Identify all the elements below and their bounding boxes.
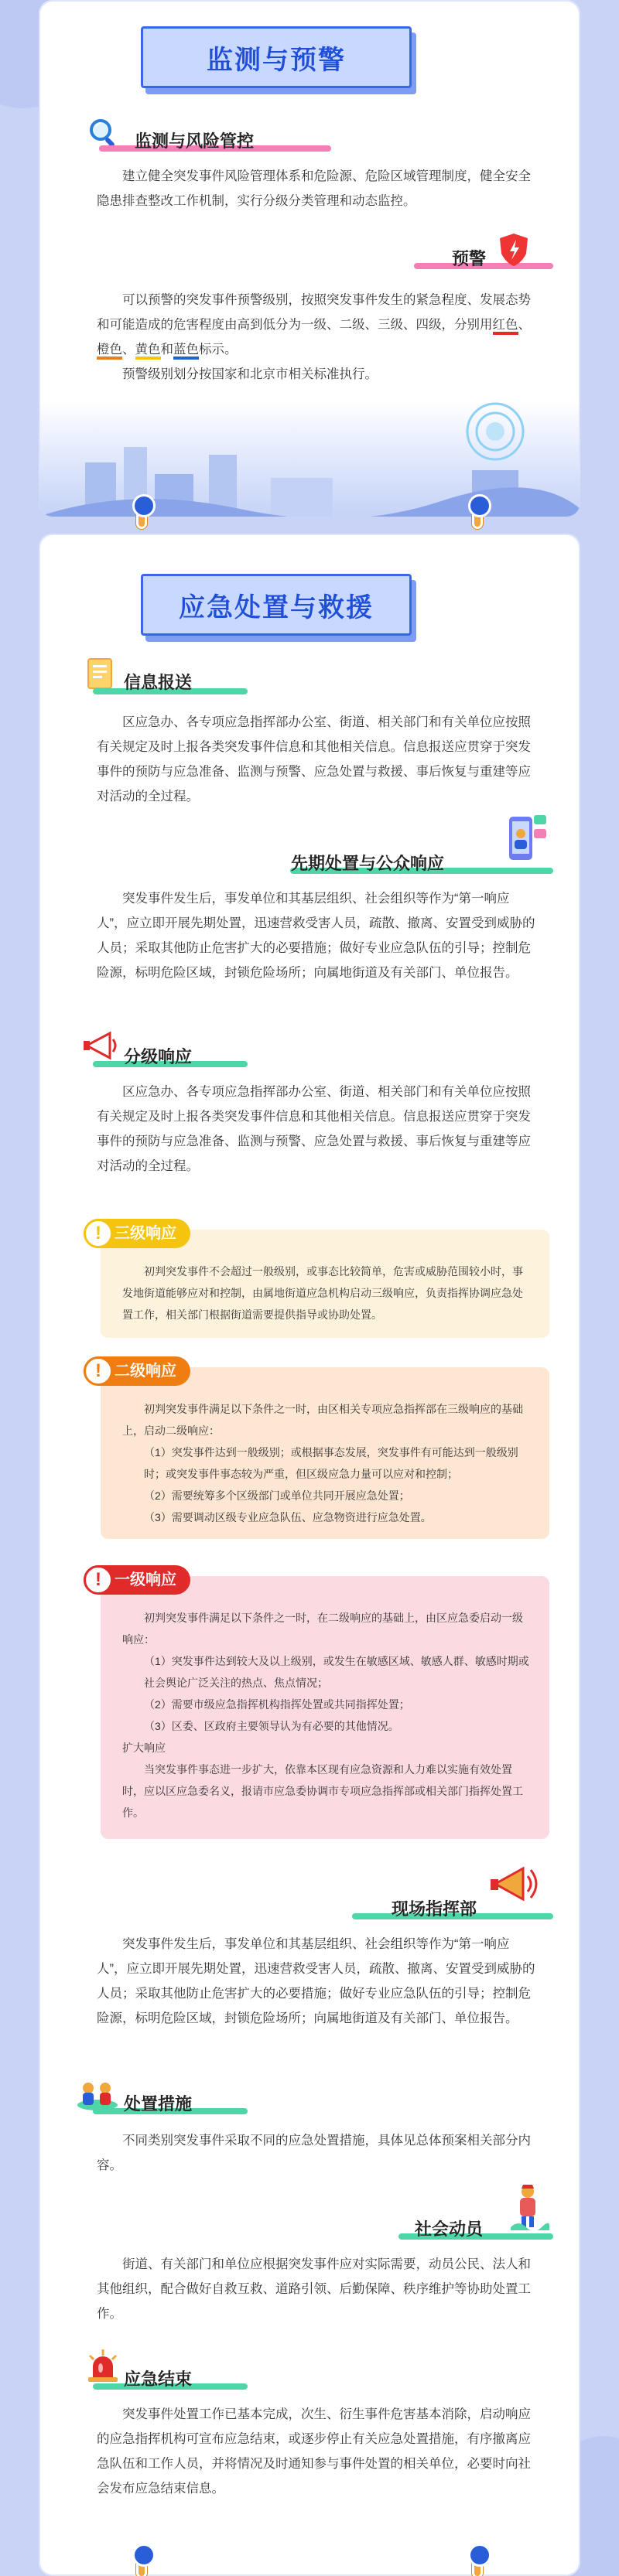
level1-item: （1）突发事件达到较大及以上级别，或发生在敏感区域、敏感人群、敏感时期或社会舆论广泛关注的热点、焦点情况；: [144, 1655, 529, 1689]
command-text: 突发事件发生后，事发单位和其基层组织、社会组织等作为“第一响应人”，应立即开展先期处置，迅速营救受害人员，疏散、撤离、安置受到威胁的人员；采取其他防止危害扩大的必要措施；做好专业应急队伍的引导；控制危险源，标明危险区域，封锁危险场所；向属地街道及有关部门、单位报告。: [97, 1937, 535, 2025]
level1-box: [95, 1569, 549, 1839]
monitor-text: 建立健全突发事件风险管理体系和危险源、危险区域管理制度，健全安全隐患排查整改工作机制，实行分级分类管理和动态监控。: [97, 169, 531, 208]
end-label: 应急结束: [124, 2370, 193, 2389]
end-text: 突发事件处置工作已基本完成，次生、衍生事件危害基本消除，启动响应的应急指挥机构可宣布应急结束，或逐步停止有关应急处置措施，有序撤离应急队伍和工作人员，并将情况及时通知参与事件处置的相关单位，必要时向社会发布应急结束信息。: [97, 2407, 531, 2496]
first-response-text: 突发事件发生后，事发单位和其基层组织、社会组织等作为“第一响应人”，应立即开展先期处置，迅速营救受害人员，疏散、撤离、安置受到威胁的人员；采取其他防止危害扩大的必要措施；做好专业应急队伍的引导；控制危险源，标明危险区域，封锁危险场所；向属地街道及有关部门、单位报告。: [97, 892, 535, 980]
measures-text: 不同类别突发事件采取不同的应急处置措施，具体见总体预案相关部分内容。: [97, 2134, 531, 2172]
level1-tag: [84, 1565, 190, 1595]
report-heading: [119, 670, 197, 695]
level2-item: （2）需要统筹多个区级部门或单位共同开展应急处置；: [144, 1489, 410, 1502]
binder-clip: [472, 2552, 483, 2576]
binder-clip: [136, 2552, 147, 2576]
siren-icon: [84, 2346, 122, 2389]
level3-tag: [84, 1219, 190, 1248]
color-red-label: 红色: [493, 318, 518, 335]
separator: 、: [122, 343, 135, 357]
measures-label: 处置措施: [124, 2094, 193, 2114]
monitoring-card: [39, 0, 580, 517]
warning-tail: 标示。: [199, 343, 238, 357]
level3-box: [95, 1223, 549, 1338]
end-heading: [119, 2366, 197, 2392]
loudspeaker-icon: [487, 1861, 542, 1911]
city-skyline-illustration: [39, 401, 580, 517]
expand-response-title: 扩大响应: [122, 1742, 166, 1754]
separator: 和: [160, 343, 173, 357]
level1-item: （3）区委、区政府主要领导认为有必要的其他情况。: [144, 1720, 399, 1732]
warning-standard-text: 预警级别划分按国家和北京市相关标准执行。: [122, 367, 378, 381]
measures-heading: [119, 2091, 197, 2117]
section-title-box: [145, 580, 416, 642]
phone-person-icon: [503, 812, 549, 870]
warning-label: 预警: [452, 249, 487, 268]
level2-item: （1）突发事件达到一般级别；或根据事态发展，突发事件有可能达到一般级别时；或突发事件事态较为严重，但区级应急力量可以应对和控制；: [144, 1446, 518, 1480]
monitor-label: 监测与风险管控: [135, 131, 255, 151]
warning-text: [97, 288, 538, 362]
first-response-label: 先期处置与公众响应: [291, 854, 445, 873]
report-label: 信息报送: [124, 673, 193, 692]
exclamation-icon: !: [84, 1356, 113, 1386]
exclamation-icon: !: [84, 1219, 113, 1248]
command-heading: [387, 1896, 481, 1922]
separator: 、: [518, 318, 531, 332]
color-yellow-label: 黄色: [135, 343, 161, 360]
command-label: 现场指挥部: [392, 1899, 477, 1919]
monitor-heading-text: [130, 128, 258, 154]
volunteer-icon: [511, 2182, 549, 2234]
mobilize-heading: [410, 2216, 487, 2242]
expand-response-text: 当突发事件事态进一步扩大，依靠本区现有应急资源和人力难以实施有效处置时，应以区应急委名义，报请市应急委协调市专项应急指挥部或相关部门指挥处置工作。: [122, 1763, 523, 1819]
level1-text: 初判突发事件满足以下条件之一时，在二级响应的基础上，由区应急委启动一级响应：: [122, 1612, 523, 1646]
level2-item: （3）需要调动区级专业应急队伍、应急物资进行应急处置。: [144, 1511, 432, 1523]
binder-clip: [472, 503, 483, 529]
level2-text: 初判突发事件满足以下条件之一时，由区相关专项应急指挥部在三级响应的基础上，启动二级响应：: [122, 1403, 523, 1437]
mobilize-text: 街道、有关部门和单位应根据突发事件应对实际需要，动员公民、法人和其他组织，配合做好自救互救、道路引领、后勤保障、秩序维护等协助处置工作。: [97, 2257, 531, 2321]
level3-text: 初判突发事件不会超过一般级别，或事态比较简单，危害或威胁范围较小时，事发地街道能够应对和控制，由属地街道应急机构启动三级响应，负责指挥协调应急处置工作，相关部门根据街道需要提供指导或协助处置。: [122, 1265, 523, 1321]
level1-tag-label: 一级响应: [115, 1571, 176, 1588]
emergency-response-card: [39, 534, 580, 2576]
section-title-box: [145, 32, 416, 94]
report-text: 区应急办、各专项应急指挥部办公室、街道、相关部门和有关单位应按照有关规定及时上报各类突发事件信息和其他相关信息。信息报送应贯穿于突发事件的预防与应急准备、监测与预警、应急处置与救援、事后恢复与重建等应对活动的全过程。: [97, 715, 531, 804]
first-response-heading: [286, 851, 449, 876]
level3-tag-label: 三级响应: [115, 1225, 176, 1242]
level2-box: [95, 1360, 549, 1539]
graded-label: 分级响应: [124, 1047, 193, 1066]
binder-clip: [136, 503, 147, 529]
exclamation-icon: !: [84, 1565, 113, 1595]
color-blue-label: 蓝色: [173, 343, 199, 360]
level2-tag: [84, 1356, 190, 1386]
mobilize-label: 社会动员: [415, 2219, 484, 2239]
graded-heading: [119, 1044, 197, 1070]
warning-text-main: 可以预警的突发事件预警级别，按照突发事件发生的紧急程度、发展态势和可能造成的危害程度由高到低分为一级、二级、三级、四级，分别用: [97, 293, 531, 332]
warning-heading: [447, 246, 491, 271]
section-title: 应急处置与救援: [141, 574, 412, 636]
graded-text: 区应急办、各专项应急指挥部办公室、街道、相关部门和有关单位应按照有关规定及时上报各类突发事件信息和其他相关信息。信息报送应贯穿于突发事件的预防与应急准备、监测与预警、应急处置与救援、事后恢复与重建等应对活动的全过程。: [97, 1085, 531, 1173]
alert-shield-icon: [495, 230, 532, 271]
level2-tag-label: 二级响应: [115, 1363, 176, 1380]
level1-item: （2）需要市级应急指挥机构指挥处置或共同指挥处置；: [144, 1698, 410, 1711]
color-orange-label: 橙色: [97, 343, 122, 360]
section-title: 监测与预警: [141, 26, 412, 88]
